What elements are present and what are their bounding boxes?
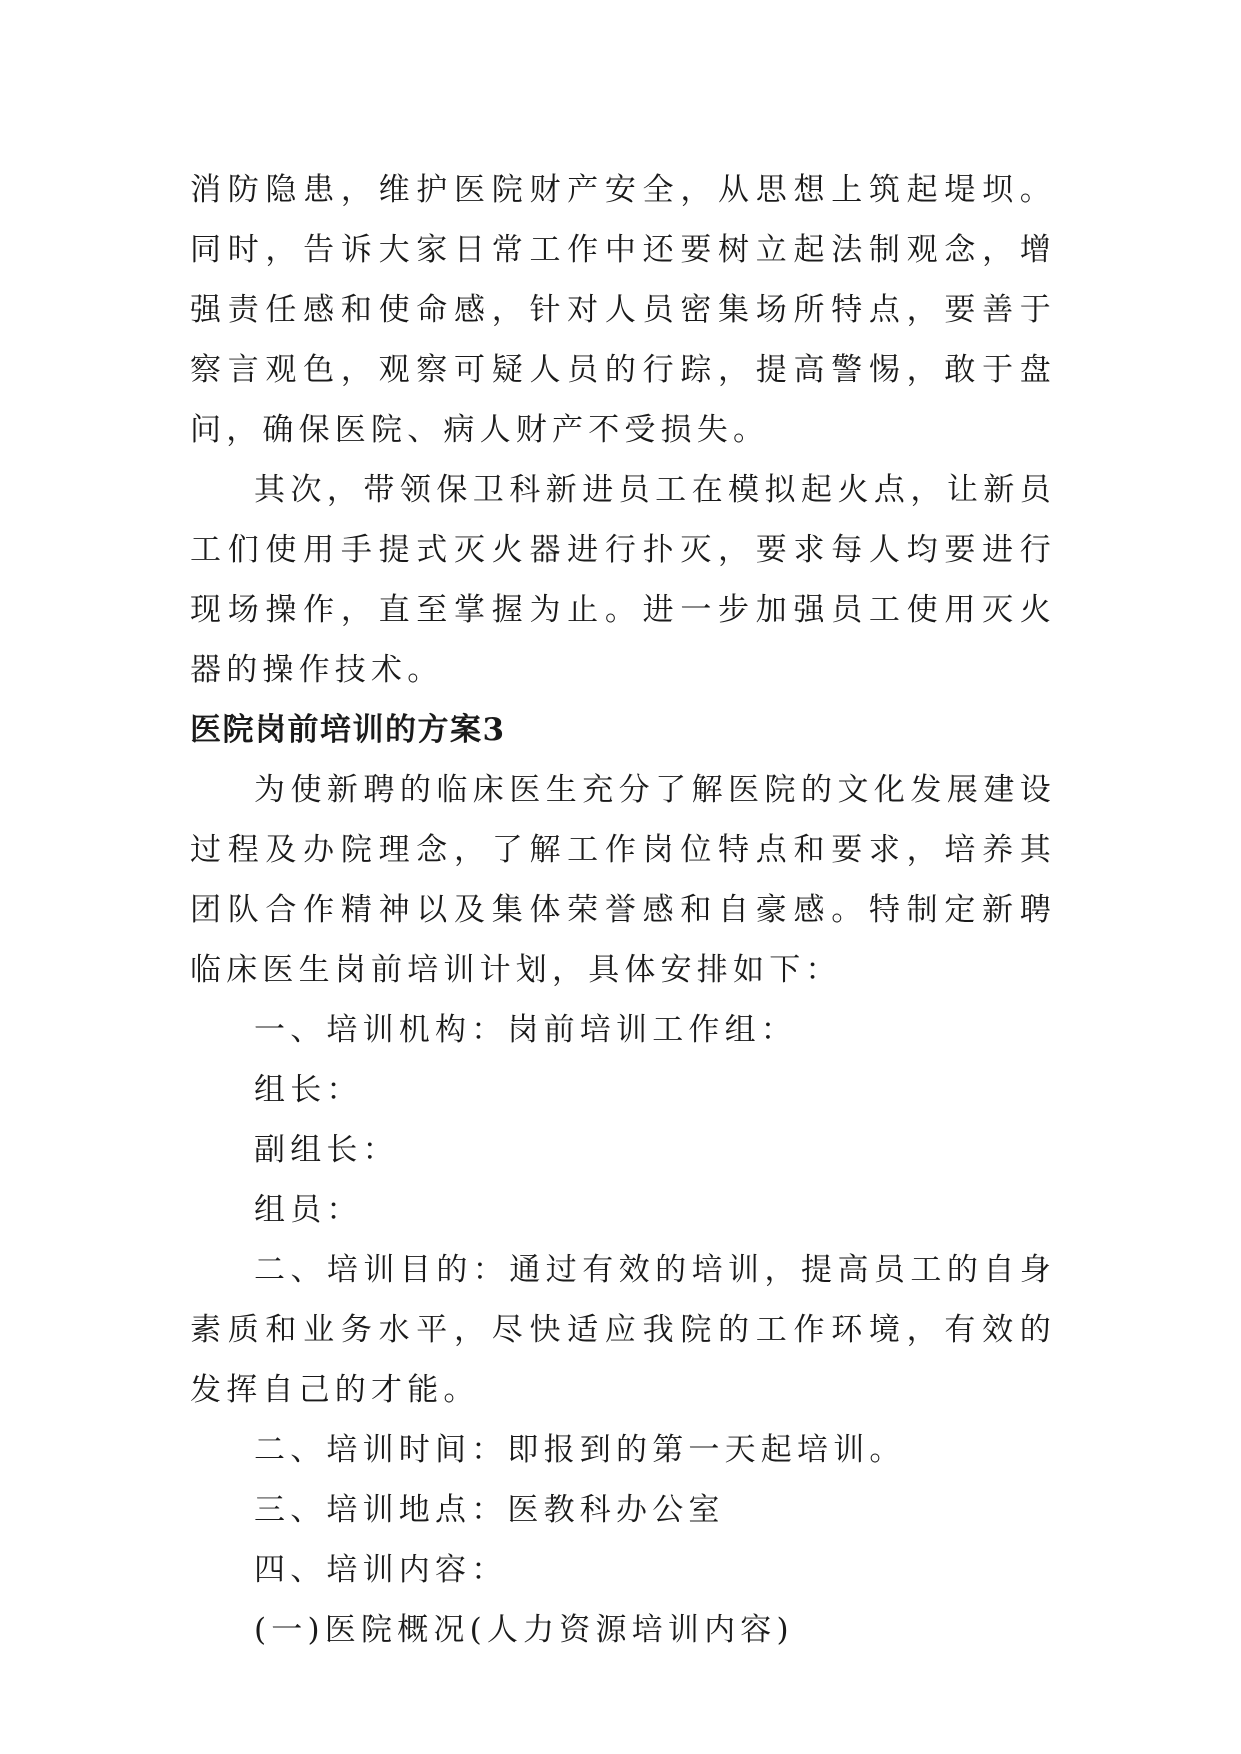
paragraph-intro: 为使新聘的临床医生充分了解医院的文化发展建设过程及办院理念，了解工作岗位特点和要求，培养其团队合作精神以及集体荣誉感和自豪感。特制定新聘临床医生岗前培训计划，具体安排如下： — [190, 772, 1056, 988]
paragraph-members: 组员： — [254, 1192, 363, 1228]
paragraph-time: 二、培训时间：即报到的第一天起培训。 — [254, 1432, 906, 1468]
section-title: 医院岗前培训的方案3 — [190, 712, 506, 748]
paragraph-organization: 一、培训机构：岗前培训工作组： — [254, 1012, 797, 1048]
paragraph-purpose: 二、培训目的：通过有效的培训，提高员工的自身素质和业务水平，尽快适应我院的工作环境，有效的发挥自己的才能。 — [190, 1252, 1056, 1408]
paragraph-leader: 组长： — [254, 1072, 363, 1108]
paragraph-content: 四、培训内容： — [254, 1552, 508, 1588]
paragraph-fire-safety: 消防隐患，维护医院财产安全，从思想上筑起堤坝。同时，告诉大家日常工作中还要树立起法制观念，增强责任感和使命感，针对人员密集场所特点，要善于察言观色，观察可疑人员的行踪，提高警惕，敢于盘问，确保医院、病人财产不受损失。 — [190, 172, 1056, 448]
paragraph-location: 三、培训地点：医教科办公室 — [254, 1492, 725, 1528]
paragraph-extinguisher-drill: 其次，带领保卫科新进员工在模拟起火点，让新员工们使用手提式灭火器进行扑灭，要求每人均要进行现场操作，直至掌握为止。进一步加强员工使用灭火器的操作技术。 — [190, 472, 1056, 688]
paragraph-deputy-leader: 副组长： — [254, 1132, 399, 1168]
document-page — [190, 160, 1056, 1660]
paragraph-hospital-overview: (一)医院概况(人力资源培训内容) — [254, 1612, 794, 1648]
